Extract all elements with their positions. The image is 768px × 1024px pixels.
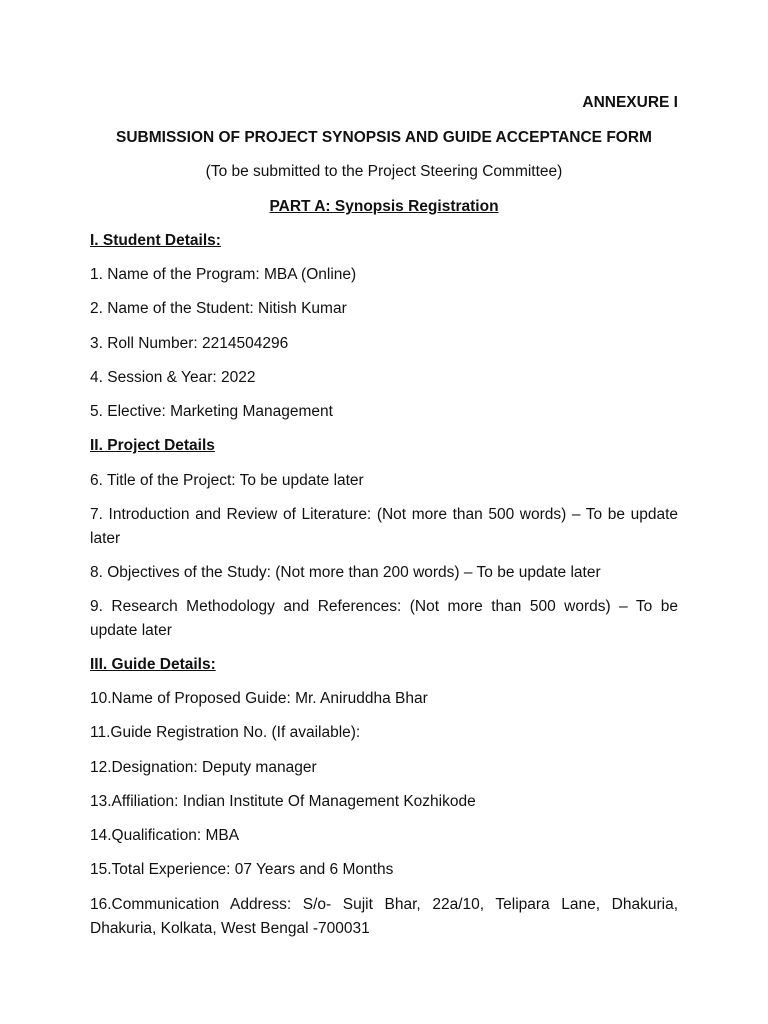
project-item-methodology: 9. Research Methodology and References: (Not more than 500 words) – To be update later	[90, 598, 678, 639]
form-title: SUBMISSION OF PROJECT SYNOPSIS AND GUIDE ACCEPTANCE FORM	[116, 129, 652, 146]
student-section-heading: I. Student Details:	[90, 232, 221, 249]
annexure-label: ANNEXURE I	[582, 94, 678, 111]
project-item-introduction: 7. Introduction and Review of Literature: (Not more than 500 words) – To be update later	[90, 506, 678, 547]
guide-item-qualification: 14.Qualification: MBA	[90, 827, 240, 844]
guide-item-address: 16.Communication Address: S/o- Sujit Bhar, 22a/10, Telipara Lane, Dhakuria, Dhakuria, Kolkata, West Bengal -700031	[90, 896, 678, 937]
student-item-name: 2. Name of the Student: Nitish Kumar	[90, 300, 347, 317]
guide-section-heading: III. Guide Details:	[90, 656, 216, 673]
guide-item-registration: 11.Guide Registration No. (If available):	[90, 724, 361, 741]
part-heading: PART A: Synopsis Registration	[269, 198, 499, 215]
form-subtitle: (To be submitted to the Project Steering Committee)	[205, 163, 563, 180]
guide-item-experience: 15.Total Experience: 07 Years and 6 Months	[90, 861, 394, 878]
project-item-title: 6. Title of the Project: To be update later	[90, 472, 364, 489]
guide-item-affiliation: 13.Affiliation: Indian Institute Of Management Kozhikode	[90, 793, 476, 810]
project-section-heading: II. Project Details	[90, 437, 215, 454]
guide-item-name: 10.Name of Proposed Guide: Mr. Aniruddha Bhar	[90, 690, 428, 707]
student-item-program: 1. Name of the Program: MBA (Online)	[90, 266, 357, 283]
project-section-wrapper	[90, 434, 678, 458]
part-heading-wrapper	[90, 195, 678, 219]
student-item-roll: 3. Roll Number: 2214504296	[90, 335, 289, 352]
guide-item-designation: 12.Designation: Deputy manager	[90, 759, 317, 776]
student-item-session: 4. Session & Year: 2022	[90, 369, 256, 386]
student-section-wrapper	[90, 229, 678, 253]
guide-section-wrapper	[90, 653, 678, 677]
project-item-objectives: 8. Objectives of the Study: (Not more than 200 words) – To be update later	[90, 564, 601, 581]
student-item-elective: 5. Elective: Marketing Management	[90, 403, 333, 420]
